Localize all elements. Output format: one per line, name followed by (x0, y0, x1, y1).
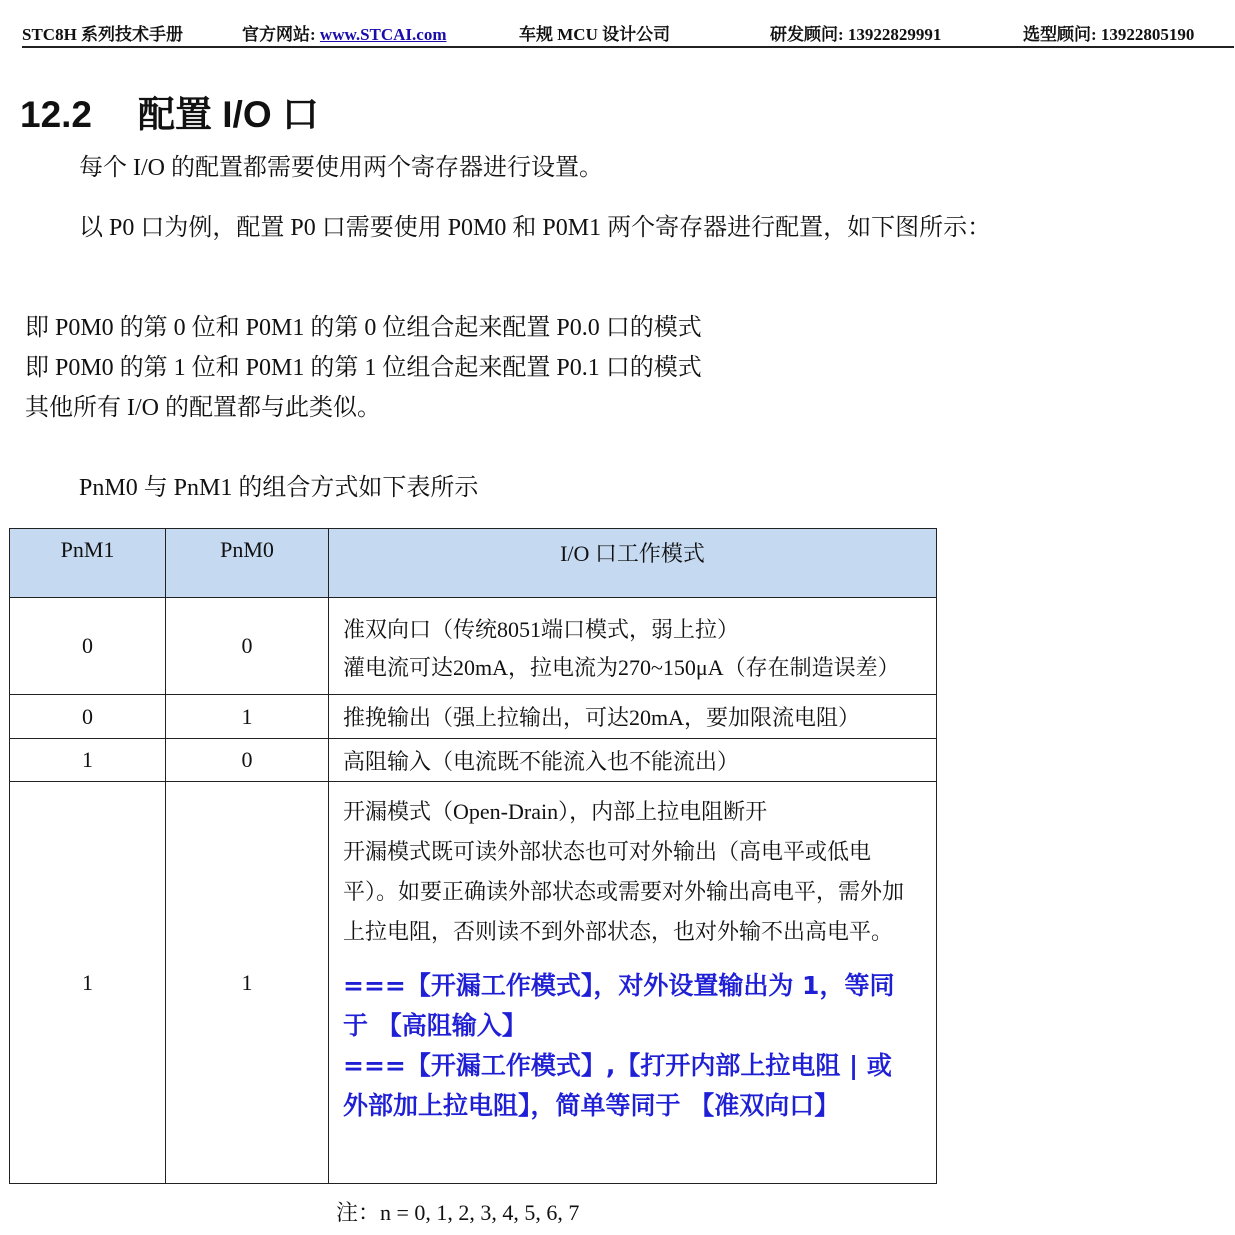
header-pnm1: PnM1 (10, 529, 166, 598)
mode-line: 平）。如要正确读外部状态或需要对外输出高电平，需外加 (343, 879, 905, 904)
paragraph-bit1: 即 P0M0 的第 1 位和 P0M1 的第 1 位组合起来配置 P0.1 口的模式 (25, 355, 702, 381)
paragraph-intro: 每个 I/O 的配置都需要使用两个寄存器进行设置。 (79, 155, 603, 181)
section-title: 配置 I/O 口 (138, 94, 319, 135)
cell-pnm1: 0 (10, 598, 166, 695)
header-mode: I/O 口工作模式 (329, 529, 937, 598)
cell-pnm0: 1 (166, 782, 329, 1184)
table-caption: PnM0 与 PnM1 的组合方式如下表所示 (79, 475, 479, 501)
table-row (10, 739, 937, 782)
paragraph-bit0: 即 P0M0 的第 0 位和 P0M1 的第 0 位组合起来配置 P0.0 口的模式 (25, 315, 702, 341)
mode-note: 于 【高阻输入】 (343, 1011, 527, 1040)
paragraph-example: 以 P0 口为例，配置 P0 口需要使用 P0M0 和 P0M1 两个寄存器进行配置，如下图所示： (79, 215, 992, 241)
cell-mode (329, 782, 937, 1184)
cell-pnm0: 0 (166, 739, 329, 782)
site-link[interactable]: www.STCAI.com (319, 25, 447, 44)
mode-line: 开漏模式既可读外部状态也可对外输出（高电平或低电 (343, 839, 872, 864)
mode-line: 上拉电阻，否则读不到外部状态，也对外输不出高电平。 (343, 919, 894, 944)
mode-line: 灌电流可达20mA，拉电流为270~150μA（存在制造误差） (343, 655, 900, 680)
table-row (10, 695, 937, 739)
cell-pnm1: 0 (10, 695, 166, 739)
io-mode-table (9, 528, 937, 1184)
site-label-text: 官方网站: (242, 25, 316, 44)
section-number: 12.2 (20, 94, 93, 135)
mode-note: ===【开漏工作模式】，对外设置输出为 1，等同 (343, 971, 895, 1000)
mode-note: ===【开漏工作模式】,【打开内部上拉电阻 | 或 (343, 1051, 892, 1080)
cell-pnm1: 1 (10, 739, 166, 782)
mode-line: 推挽输出（强上拉输出，可达20mA，要加限流电阻） (343, 705, 861, 730)
cell-pnm0: 1 (166, 695, 329, 739)
cell-mode (329, 695, 937, 739)
table-row (10, 782, 937, 1184)
mode-line: 开漏模式（Open-Drain），内部上拉电阻断开 (343, 799, 768, 824)
cell-pnm0: 0 (166, 598, 329, 695)
page-header (22, 18, 1234, 48)
paragraph-others: 其他所有 I/O 的配置都与此类似。 (25, 395, 381, 421)
header-pnm0: PnM0 (166, 529, 329, 598)
company-slogan: 车规 MCU 设计公司 (519, 25, 671, 44)
table-header-row (10, 529, 937, 598)
cell-mode (329, 739, 937, 782)
mode-note: 外部加上拉电阻】，简单等同于 【准双向口】 (343, 1091, 840, 1120)
table-row (10, 598, 937, 695)
cell-pnm1: 1 (10, 782, 166, 1184)
mode-line: 高阻输入（电流既不能流入也不能流出） (343, 748, 740, 774)
rd-contact: 研发顾问: 13922829991 (770, 25, 942, 44)
cell-mode (329, 598, 937, 695)
manual-title: STC8H 系列技术手册 (22, 25, 184, 44)
sales-contact: 选型顾问: 13922805190 (1023, 25, 1195, 44)
site-label (242, 20, 446, 45)
section-heading (20, 84, 319, 138)
footnote: 注：n = 0, 1, 2, 3, 4, 5, 6, 7 (336, 1200, 580, 1225)
mode-line: 准双向口（传统8051端口模式，弱上拉） (343, 617, 740, 642)
